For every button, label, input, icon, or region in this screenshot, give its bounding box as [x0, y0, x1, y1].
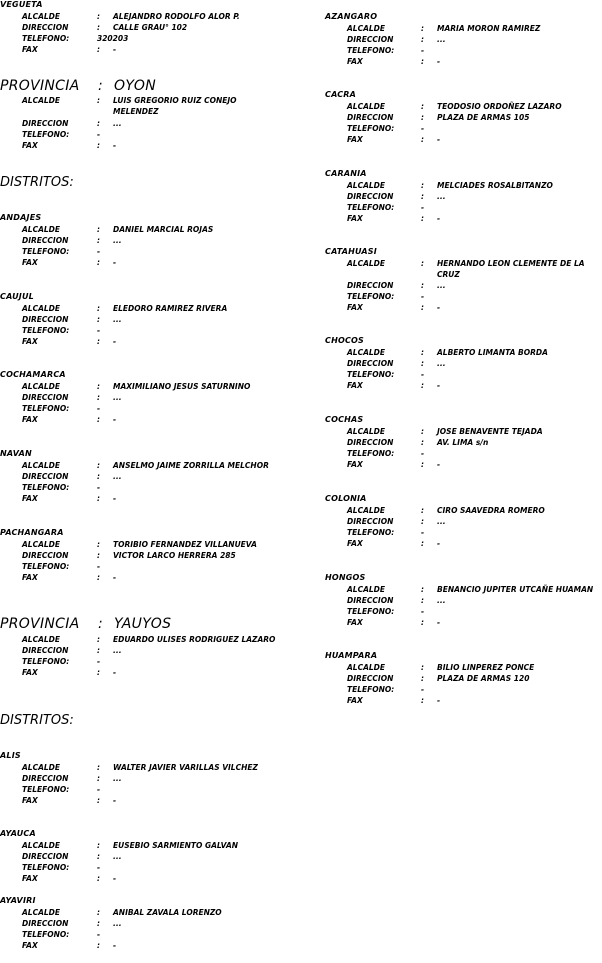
telefono-value: - — [421, 685, 425, 694]
colon: : — [97, 23, 100, 32]
direccion-value: ... — [437, 517, 446, 526]
colon: : — [421, 259, 424, 268]
fax-value: - — [437, 696, 441, 705]
alcalde-value: CIRO SAAVEDRA ROMERO — [437, 506, 545, 515]
alcalde-label: ALCALDE — [22, 763, 61, 772]
district-name: PACHANGARA — [0, 528, 64, 537]
colon: : — [421, 102, 424, 111]
direccion-label: DIRECCION — [22, 119, 69, 128]
colon: : — [421, 539, 424, 548]
fax-value: - — [113, 573, 117, 582]
fax-label: FAX — [22, 494, 38, 503]
fax-label: FAX — [22, 141, 38, 150]
fax-value: - — [113, 415, 117, 424]
alcalde-value: TORIBIO FERNANDEZ VILLANUEVA — [113, 540, 257, 549]
telefono-label: TELEFONO: — [22, 657, 70, 666]
alcalde-label: ALCALDE — [22, 225, 61, 234]
colon: : — [97, 315, 100, 324]
alcalde-label: ALCALDE — [22, 908, 61, 917]
fax-value: - — [437, 460, 441, 469]
direccion-label: DIRECCION — [347, 596, 394, 605]
direccion-value: ... — [437, 192, 446, 201]
alcalde-label: ALCALDE — [347, 585, 386, 594]
colon: : — [97, 225, 100, 234]
direccion-value: ... — [437, 281, 446, 290]
fax-value: - — [437, 303, 441, 312]
colon: : — [421, 585, 424, 594]
telefono-value: 320203 — [97, 34, 129, 43]
colon: : — [421, 348, 424, 357]
colon: : — [97, 841, 100, 850]
alcalde-value: ANSELMO JAIME ZORRILLA MELCHOR — [113, 461, 269, 470]
colon: : — [97, 304, 100, 313]
telefono-label: TELEFONO: — [22, 785, 70, 794]
fax-label: FAX — [22, 796, 38, 805]
fax-label: FAX — [347, 696, 363, 705]
fax-value: - — [437, 539, 441, 548]
fax-label: FAX — [22, 941, 38, 950]
fax-value: - — [437, 381, 441, 390]
direccion-label: DIRECCION — [22, 23, 69, 32]
alcalde-label: ALCALDE — [347, 181, 386, 190]
alcalde-label: ALCALDE — [22, 841, 61, 850]
colon: : — [421, 192, 424, 201]
telefono-value: - — [421, 292, 425, 301]
district-name: CHOCOS — [325, 336, 365, 345]
fax-value: - — [113, 796, 117, 805]
alcalde-label: ALCALDE — [347, 427, 386, 436]
alcalde-value: ALEJANDRO RODOLFO ALOR P. — [113, 12, 240, 21]
alcalde-label: ALCALDE — [347, 506, 386, 515]
telefono-label: TELEFONO: — [347, 685, 395, 694]
colon: : — [97, 258, 100, 267]
direccion-label: DIRECCION — [347, 438, 394, 447]
fax-label: FAX — [22, 258, 38, 267]
direccion-label: DIRECCION — [22, 236, 69, 245]
alcalde-label: ALCALDE — [22, 12, 61, 21]
telefono-label: TELEFONO: — [22, 863, 70, 872]
colon: : — [97, 12, 100, 21]
direccion-value: ... — [113, 774, 122, 783]
colon: : — [421, 460, 424, 469]
colon: : — [421, 214, 424, 223]
direccion-label: DIRECCION — [22, 551, 69, 560]
fax-label: FAX — [347, 214, 363, 223]
direccion-value: ... — [113, 646, 122, 655]
telefono-label: TELEFONO: — [347, 292, 395, 301]
colon: : — [97, 236, 100, 245]
colon: : — [97, 45, 100, 54]
telefono-label: TELEFONO: — [22, 483, 70, 492]
district-name: CARANIA — [325, 169, 367, 178]
fax-value: - — [437, 618, 441, 627]
colon: : — [97, 337, 100, 346]
colon: : — [421, 113, 424, 122]
telefono-label: TELEFONO: — [347, 46, 395, 55]
direccion-value: AV. LIMA s/n — [437, 438, 489, 447]
alcalde-value: WALTER JAVIER VARILLAS VILCHEZ — [113, 763, 258, 772]
fax-value: - — [113, 668, 117, 677]
direccion-label: DIRECCION — [347, 359, 394, 368]
district-name: AYAUCA — [0, 829, 36, 838]
district-name: HUAMPARA — [325, 651, 378, 660]
alcalde-value: MELCIADES ROSALBITANZO — [437, 181, 553, 190]
alcalde-value: ALBERTO LIMANTA BORDA — [437, 348, 548, 357]
telefono-value: - — [421, 124, 425, 133]
alcalde-value: BENANCIO JUPITER UTCAÑE HUAMAN — [437, 585, 594, 594]
district-name: AYAVIRI — [0, 896, 36, 905]
direccion-value: ... — [113, 236, 122, 245]
alcalde-value: MARIA MORON RAMIREZ — [437, 24, 541, 33]
direccion-label: DIRECCION — [22, 472, 69, 481]
telefono-value: - — [97, 247, 101, 256]
fax-label: FAX — [22, 415, 38, 424]
colon: : — [97, 573, 100, 582]
colon: : — [421, 674, 424, 683]
telefono-label: TELEFONO: — [347, 607, 395, 616]
fax-label: FAX — [22, 573, 38, 582]
direccion-label: DIRECCION — [347, 113, 394, 122]
direccion-value: ... — [437, 359, 446, 368]
fax-value: - — [113, 45, 117, 54]
district-name: CATAHUASI — [325, 247, 377, 256]
telefono-value: - — [97, 863, 101, 872]
colon: : — [97, 646, 100, 655]
direccion-label: DIRECCION — [22, 774, 69, 783]
alcalde-label: ALCALDE — [347, 348, 386, 357]
fax-label: FAX — [347, 57, 363, 66]
district-name: ANDAJES — [0, 213, 42, 222]
province-name: OYON — [114, 78, 157, 94]
colon: : — [421, 303, 424, 312]
colon: : — [421, 181, 424, 190]
telefono-label: TELEFONO: — [347, 528, 395, 537]
alcalde-value: LUIS GREGORIO RUIZ CONEJO MELENDEZ — [113, 96, 237, 116]
direccion-value: ... — [113, 472, 122, 481]
fax-value: - — [437, 135, 441, 144]
district-name: AZANGARO — [325, 12, 378, 21]
alcalde-value: JOSE BENAVENTE TEJADA — [437, 427, 543, 436]
alcalde-value: DANIEL MARCIAL ROJAS — [113, 225, 214, 234]
direccion-label: DIRECCION — [22, 919, 69, 928]
fax-value: - — [113, 337, 117, 346]
telefono-label: TELEFONO: — [22, 34, 70, 43]
direccion-value: VICTOR LARCO HERRERA 285 — [113, 551, 236, 560]
colon: : — [97, 119, 100, 128]
colon: : — [421, 381, 424, 390]
telefono-label: TELEFONO: — [22, 247, 70, 256]
province-colon: : — [98, 78, 104, 94]
alcalde-label: ALCALDE — [22, 304, 61, 313]
direccion-label: DIRECCION — [347, 35, 394, 44]
telefono-value: - — [421, 449, 425, 458]
telefono-label: TELEFONO: — [347, 370, 395, 379]
colon: : — [97, 874, 100, 883]
fax-label: FAX — [347, 539, 363, 548]
colon: : — [97, 551, 100, 560]
direccion-label: DIRECCION — [22, 646, 69, 655]
fax-label: FAX — [347, 460, 363, 469]
telefono-label: TELEFONO: — [347, 124, 395, 133]
telefono-value: - — [97, 326, 101, 335]
province-colon: : — [98, 616, 104, 632]
colon: : — [97, 852, 100, 861]
colon: : — [97, 461, 100, 470]
telefono-value: - — [421, 607, 425, 616]
fax-label: FAX — [22, 874, 38, 883]
direccion-value: PLAZA DE ARMAS 120 — [437, 674, 530, 683]
colon: : — [97, 393, 100, 402]
telefono-value: - — [97, 483, 101, 492]
district-name: NAVAN — [0, 449, 32, 458]
alcalde-label: ALCALDE — [347, 102, 386, 111]
telefono-value: - — [97, 930, 101, 939]
alcalde-value: EDUARDO ULISES RODRIGUEZ LAZARO — [113, 635, 276, 644]
direccion-value: ... — [113, 852, 122, 861]
colon: : — [421, 618, 424, 627]
direccion-value: ... — [113, 119, 122, 128]
alcalde-value: MAXIMILIANO JESUS SATURNINO — [113, 382, 251, 391]
direccion-value: ... — [113, 393, 122, 402]
telefono-label: TELEFONO: — [22, 130, 70, 139]
fax-label: FAX — [347, 618, 363, 627]
colon: : — [421, 359, 424, 368]
colon: : — [421, 427, 424, 436]
colon: : — [421, 57, 424, 66]
colon: : — [421, 438, 424, 447]
colon: : — [421, 517, 424, 526]
telefono-label: TELEFONO: — [22, 326, 70, 335]
colon: : — [97, 919, 100, 928]
province-label: PROVINCIA — [0, 78, 80, 94]
telefono-value: - — [97, 785, 101, 794]
direccion-value: ... — [113, 919, 122, 928]
colon: : — [97, 382, 100, 391]
alcalde-label: ALCALDE — [22, 461, 61, 470]
district-name: ALIS — [0, 751, 21, 760]
fax-value: - — [437, 57, 441, 66]
colon: : — [421, 596, 424, 605]
province-name: YAUYOS — [114, 616, 172, 632]
districts-heading: DISTRITOS: — [0, 713, 74, 728]
fax-value: - — [437, 214, 441, 223]
telefono-value: - — [97, 562, 101, 571]
fax-label: FAX — [22, 45, 38, 54]
colon: : — [421, 663, 424, 672]
direccion-label: DIRECCION — [22, 852, 69, 861]
direccion-value: CALLE GRAU° 102 — [113, 23, 188, 32]
fax-label: FAX — [22, 337, 38, 346]
colon: : — [421, 506, 424, 515]
alcalde-value: EUSEBIO SARMIENTO GALVAN — [113, 841, 239, 850]
fax-label: FAX — [347, 303, 363, 312]
alcalde-label: ALCALDE — [22, 382, 61, 391]
direccion-value: ... — [437, 35, 446, 44]
direccion-label: DIRECCION — [22, 393, 69, 402]
direccion-label: DIRECCION — [347, 517, 394, 526]
fax-value: - — [113, 258, 117, 267]
alcalde-label: ALCALDE — [22, 635, 61, 644]
fax-value: - — [113, 941, 117, 950]
colon: : — [97, 494, 100, 503]
colon: : — [97, 415, 100, 424]
alcalde-value: BILIO LINPEREZ PONCE — [437, 663, 535, 672]
districts-heading: DISTRITOS: — [0, 175, 74, 190]
direccion-value: PLAZA DE ARMAS 105 — [437, 113, 530, 122]
direccion-value: ... — [113, 315, 122, 324]
telefono-value: - — [421, 370, 425, 379]
fax-value: - — [113, 494, 117, 503]
telefono-value: - — [421, 46, 425, 55]
direccion-label: DIRECCION — [347, 674, 394, 683]
fax-value: - — [113, 874, 117, 883]
telefono-value: - — [421, 203, 425, 212]
colon: : — [97, 908, 100, 917]
fax-label: FAX — [347, 135, 363, 144]
colon: : — [97, 796, 100, 805]
alcalde-value: ELEDORO RAMIREZ RIVERA — [113, 304, 228, 313]
direccion-label: DIRECCION — [22, 315, 69, 324]
alcalde-label: ALCALDE — [347, 663, 386, 672]
colon: : — [97, 96, 100, 105]
district-name: COCHAMARCA — [0, 370, 66, 379]
alcalde-value: HERNANDO LEON CLEMENTE DE LA CRUZ — [437, 259, 585, 279]
colon: : — [421, 281, 424, 290]
colon: : — [421, 24, 424, 33]
telefono-label: TELEFONO: — [347, 203, 395, 212]
colon: : — [421, 696, 424, 705]
colon: : — [421, 35, 424, 44]
district-name: VEGUETA — [0, 0, 43, 9]
fax-label: FAX — [22, 668, 38, 677]
alcalde-label: ALCALDE — [22, 96, 61, 105]
telefono-label: TELEFONO: — [22, 930, 70, 939]
colon: : — [97, 774, 100, 783]
direccion-label: DIRECCION — [347, 281, 394, 290]
alcalde-value: TEODOSIO ORDOÑEZ LAZARO — [437, 102, 562, 111]
telefono-value: - — [421, 528, 425, 537]
telefono-label: TELEFONO: — [22, 562, 70, 571]
fax-label: FAX — [347, 381, 363, 390]
alcalde-label: ALCALDE — [22, 540, 61, 549]
colon: : — [97, 540, 100, 549]
colon: : — [97, 763, 100, 772]
colon: : — [97, 472, 100, 481]
colon: : — [97, 141, 100, 150]
direccion-label: DIRECCION — [347, 192, 394, 201]
telefono-value: - — [97, 404, 101, 413]
fax-value: - — [113, 141, 117, 150]
alcalde-label: ALCALDE — [347, 259, 386, 268]
district-name: COLONIA — [325, 494, 367, 503]
district-name: CAUJUL — [0, 292, 34, 301]
colon: : — [421, 135, 424, 144]
telefono-label: TELEFONO: — [22, 404, 70, 413]
colon: : — [97, 635, 100, 644]
telefono-value: - — [97, 657, 101, 666]
telefono-value: - — [97, 130, 101, 139]
district-name: COCHAS — [325, 415, 364, 424]
colon: : — [97, 941, 100, 950]
colon: : — [97, 668, 100, 677]
alcalde-label: ALCALDE — [347, 24, 386, 33]
district-name: HONGOS — [325, 573, 366, 582]
alcalde-value: ANIBAL ZAVALA LORENZO — [113, 908, 222, 917]
telefono-label: TELEFONO: — [347, 449, 395, 458]
district-name: CACRA — [325, 90, 357, 99]
direccion-value: ... — [437, 596, 446, 605]
province-label: PROVINCIA — [0, 616, 80, 632]
